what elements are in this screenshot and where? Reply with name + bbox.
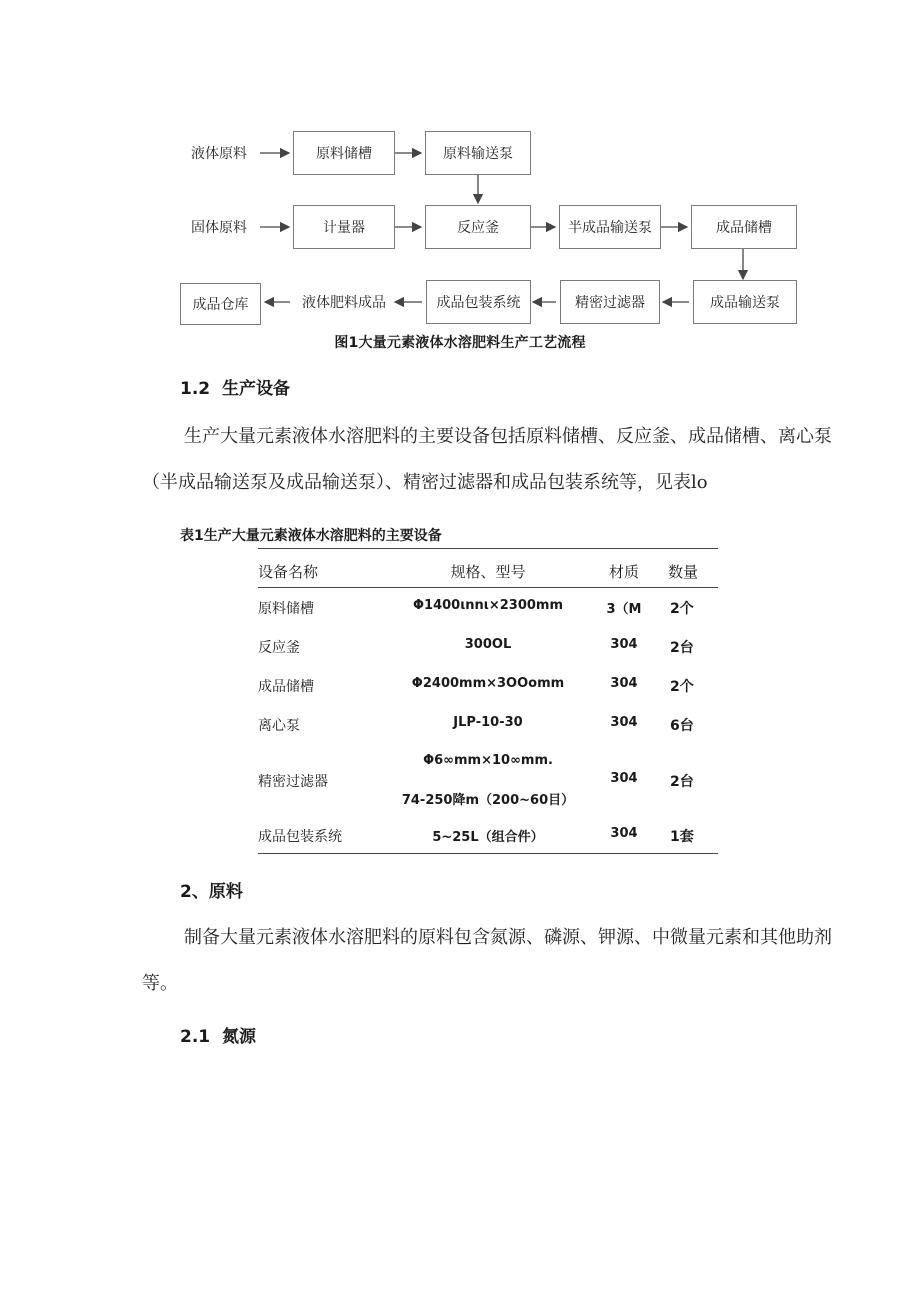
node-liquid-raw: 液体原料 <box>191 146 247 162</box>
node-meter: 计量器 <box>293 205 395 249</box>
paragraph-raw-materials <box>142 915 848 1007</box>
cell-name: 原料储槽 <box>258 601 314 617</box>
node-precision-filter: 精密过滤器 <box>560 280 660 324</box>
cell-spec: 300OL <box>464 637 512 652</box>
section-number: 1.2 <box>180 379 211 399</box>
cell-qty: 1套 <box>670 829 694 845</box>
cell-qty: 2个 <box>670 679 694 695</box>
node-product-pump: 成品输送泵 <box>693 280 797 324</box>
cell-name: 成品储槽 <box>258 679 314 695</box>
cell-spec: Φ1400ιnnι×2300mm <box>412 598 564 613</box>
cell-qty: 2台 <box>670 774 694 790</box>
table-header-rule <box>258 587 718 588</box>
table-row <box>258 751 718 811</box>
table-title: 表1生产大量元素液体水溶肥料的主要设备 <box>180 528 442 544</box>
section-heading-2-1 <box>180 1022 256 1047</box>
cell-qty: 6台 <box>670 718 694 734</box>
cell-spec-line2: 74-250降m（200~60目） <box>401 793 575 808</box>
node-raw-pump: 原料输送泵 <box>425 131 531 175</box>
header-name: 设备名称 <box>258 563 319 581</box>
cell-material: 304 <box>610 637 638 652</box>
node-raw-tank: 原料储槽 <box>293 131 395 175</box>
paragraph-line: （半成品输送泵及成品输送泵）、精密过滤器和成品包装系统等，见表lo <box>142 472 708 493</box>
cell-spec: Φ2400mm×3OOomm <box>411 676 565 691</box>
cell-name: 成品包装系统 <box>258 829 342 845</box>
node-solid-raw: 固体原料 <box>191 220 247 236</box>
paragraph-line: 等。 <box>142 973 178 994</box>
section-title: 氮源 <box>222 1027 256 1047</box>
node-semi-pump: 半成品输送泵 <box>559 205 661 249</box>
cell-spec: 5~25L（组合件） <box>432 830 544 845</box>
node-packaging: 成品包装系统 <box>426 280 531 324</box>
cell-name: 精密过滤器 <box>258 774 328 790</box>
cell-material: 304 <box>610 826 638 841</box>
node-liquid-fert: 液体肥料成品 <box>302 295 386 311</box>
header-material: 材质 <box>608 563 639 581</box>
cell-name: 反应釜 <box>258 640 300 656</box>
process-flow-diagram <box>178 118 798 338</box>
cell-material: 304 <box>610 676 638 691</box>
section-heading-2: 2、原料 <box>180 882 243 902</box>
paragraph-equipment <box>142 414 848 506</box>
cell-qty: 2个 <box>670 601 694 617</box>
cell-spec: JLP-10-30 <box>453 715 523 730</box>
figure-caption: 图1大量元素液体水溶肥料生产工艺流程 <box>334 335 586 351</box>
node-product-tank: 成品储槽 <box>691 205 797 249</box>
table-bottom-rule <box>258 853 718 854</box>
cell-material: 304 <box>610 715 638 730</box>
table-top-rule <box>258 548 718 549</box>
cell-material: 3（M <box>606 602 642 617</box>
cell-name: 离心泵 <box>258 718 300 734</box>
header-qty: 数量 <box>668 563 699 581</box>
node-reactor: 反应釜 <box>425 205 531 249</box>
cell-qty: 2台 <box>670 640 694 656</box>
cell-spec: Φ6∞mm×10∞mm. <box>423 753 553 768</box>
section-heading-1-2 <box>180 374 290 399</box>
node-warehouse: 成品仓库 <box>180 283 261 325</box>
header-spec: 规格、型号 <box>450 563 526 581</box>
cell-material: 304 <box>610 771 638 786</box>
section-number: 2.1 <box>180 1027 211 1047</box>
paragraph-line: 生产大量元素液体水溶肥料的主要设备包括原料储槽、反应釜、成品储槽、离心泵 <box>184 426 832 447</box>
section-title: 生产设备 <box>222 379 290 399</box>
paragraph-line: 制备大量元素液体水溶肥料的原料包含氮源、磷源、钾源、中微量元素和其他助剂 <box>184 927 832 948</box>
